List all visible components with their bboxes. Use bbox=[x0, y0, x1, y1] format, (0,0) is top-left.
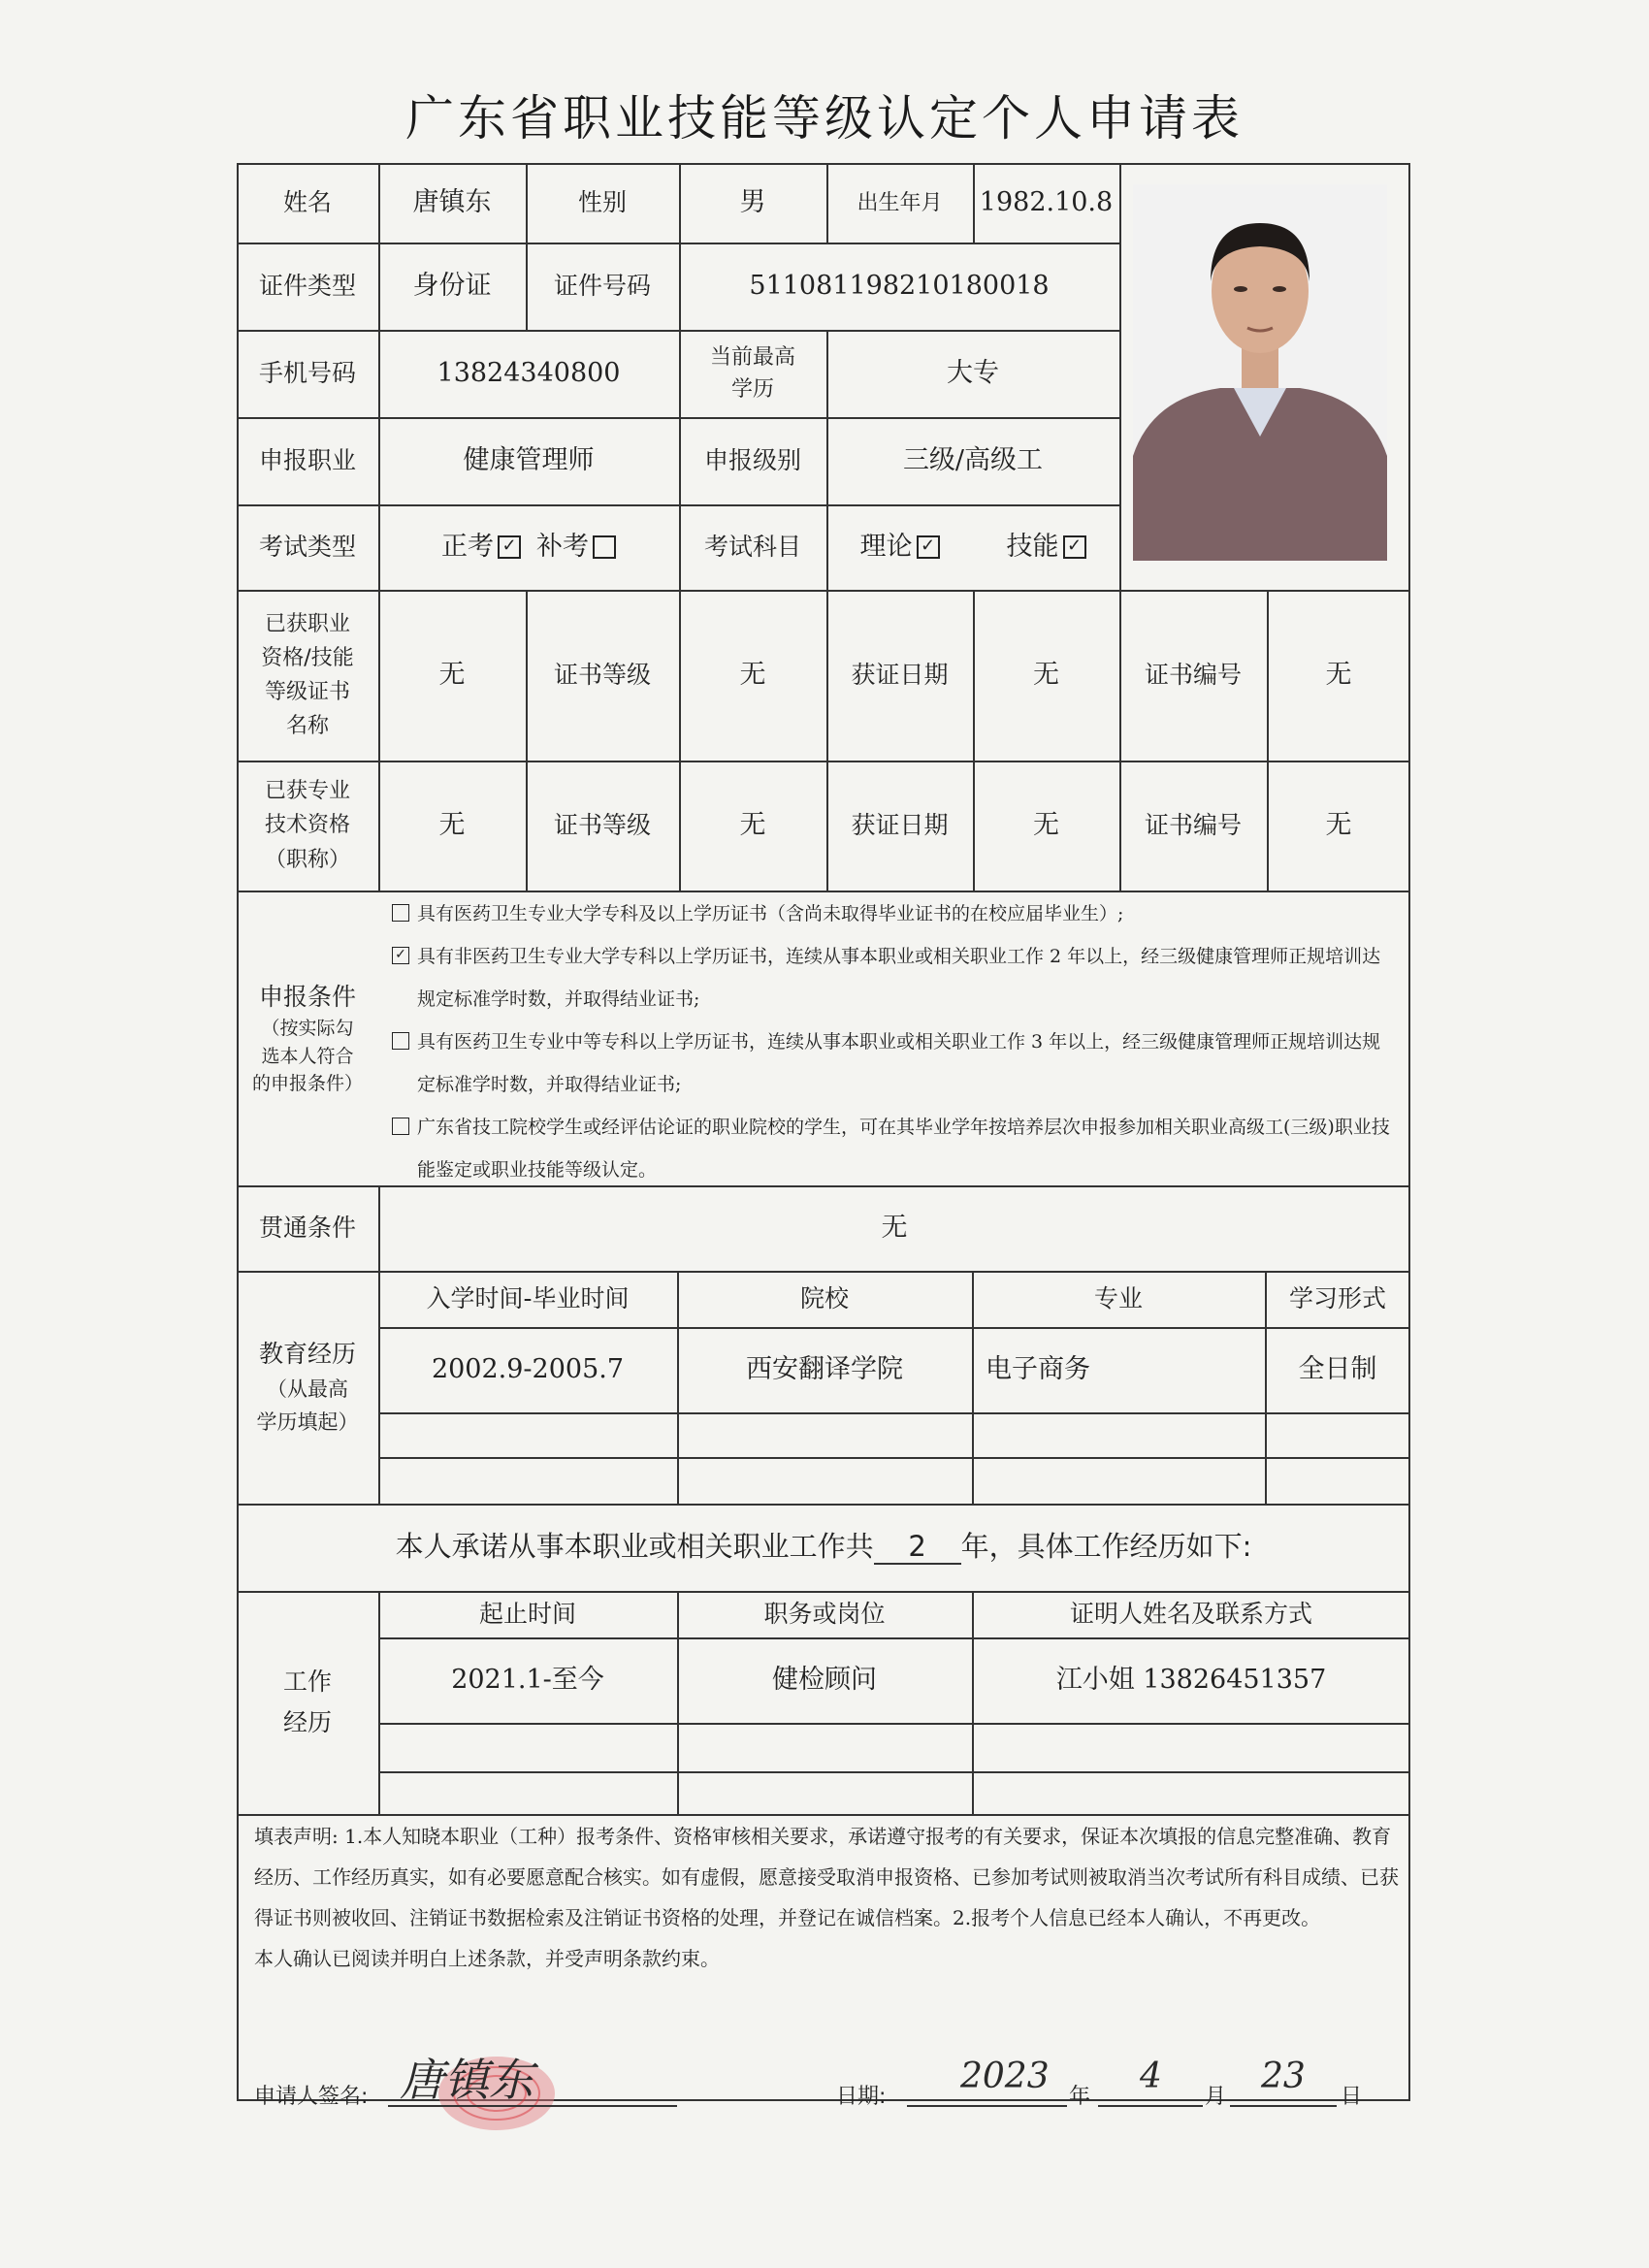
edu-header: 院校 bbox=[799, 1284, 849, 1313]
value-qual-grade: 无 bbox=[739, 659, 766, 690]
value-birth: 1982.10.8 bbox=[979, 186, 1114, 217]
condition-item bbox=[388, 1021, 1397, 1106]
month-label: 月 bbox=[1205, 2085, 1227, 2109]
subject-theory-label: 理论 bbox=[859, 531, 913, 562]
commitment-prefix: 本人承诺从事本职业或相关职业工作共 bbox=[395, 1530, 874, 1564]
label-tech-line: 技术资格 bbox=[264, 813, 350, 838]
label-occupation: 申报职业 bbox=[258, 446, 356, 475]
work-title: 工作 bbox=[282, 1667, 332, 1696]
work-cell: 2021.1-至今 bbox=[451, 1664, 604, 1695]
conditions-list bbox=[388, 892, 1397, 1191]
condition-text: 广东省技工院校学生或经评估论证的职业院校的学生，可在其毕业学年按培养层次申报参加相关职业高级工(三级)职业技能鉴定或职业技能等级认定。 bbox=[417, 1117, 1390, 1181]
condition-text: 具有医药卫生专业中等专科以上学历证书，连续从事本职业或相关职业工作 3 年以上，经三级健康管理师正规培训达规定标准学时数，并取得结业证书; bbox=[417, 1031, 1381, 1095]
label-cert-qual-line: 资格/技能 bbox=[261, 645, 354, 670]
conditions-note: 选本人符合 bbox=[261, 1045, 354, 1067]
commitment-suffix: 年，具体工作经历如下: bbox=[960, 1530, 1252, 1564]
subject-theory-checkbox[interactable]: ✓ bbox=[917, 535, 940, 559]
value-tech-date: 无 bbox=[1033, 809, 1059, 840]
signature-line bbox=[388, 2105, 677, 2107]
condition-text: 具有非医药卫生专业大学专科以上学历证书，连续从事本职业或相关职业工作 2 年以上，经三级健康管理师正规培训达规定标准学时数，并取得结业证书; bbox=[417, 946, 1381, 1010]
row-line bbox=[378, 1412, 1410, 1414]
label-tech-grade: 证书等级 bbox=[553, 811, 651, 840]
day-line bbox=[1230, 2105, 1337, 2107]
label-birth: 出生年月 bbox=[857, 190, 943, 215]
declaration-confirm: 本人确认已阅读并明白上述条款，并受声明条款约束。 bbox=[254, 1947, 720, 1970]
day-label: 日 bbox=[1341, 2085, 1363, 2109]
exam-type-options bbox=[378, 504, 679, 590]
condition-item bbox=[388, 935, 1397, 1021]
value-gender: 男 bbox=[739, 186, 766, 217]
condition-checkbox[interactable] bbox=[392, 904, 409, 922]
label-tech-line: （职称） bbox=[264, 847, 350, 872]
subject-skill-label: 技能 bbox=[1006, 531, 1059, 562]
value-id-no: 511081198210180018 bbox=[749, 270, 1050, 301]
signature-label: 申请人签名: bbox=[254, 2085, 369, 2109]
edu-cell: 西安翻译学院 bbox=[746, 1353, 903, 1384]
declaration bbox=[254, 1816, 1399, 1979]
conditions-title: 申报条件 bbox=[258, 982, 356, 1011]
subject-skill-checkbox[interactable]: ✓ bbox=[1063, 535, 1086, 559]
applicant-signature: 唐镇东 bbox=[400, 2054, 534, 2106]
label-level: 申报级别 bbox=[703, 446, 801, 475]
exam-regular-checkbox[interactable]: ✓ bbox=[498, 535, 521, 559]
label-cert-qual-line: 等级证书 bbox=[264, 680, 350, 704]
condition-checkbox[interactable] bbox=[392, 1032, 409, 1050]
edu-header: 入学时间-毕业时间 bbox=[426, 1284, 630, 1313]
exam-makeup-label: 补考 bbox=[536, 531, 589, 562]
label-exam-type: 考试类型 bbox=[258, 533, 356, 562]
label-cert-date: 获证日期 bbox=[851, 661, 949, 690]
edu-header: 专业 bbox=[1093, 1284, 1143, 1313]
declaration-text: 填表声明: 1.本人知晓本职业（工种）报考条件、资格审核相关要求，承诺遵守报考的有关要求，保证本次填报的信息完整准确、教育经历、工作经历真实，如有必要愿意配合核实。如有虚假，愿意接受取消申报资格、已参加考试则被取消当次考试所有科目成绩、已获得证书则被收回、注销证书数据检索及注销证书资格的处理，并登记在诚信档案。2.报考个人信息已经本人确认，不再更改。 bbox=[254, 1825, 1399, 1929]
value-level: 三级/高级工 bbox=[902, 444, 1044, 475]
exam-subject-options bbox=[826, 504, 1119, 590]
edu-note: 学历填起） bbox=[256, 1410, 359, 1434]
edu-note: （从最高 bbox=[267, 1377, 348, 1402]
edu-cell: 全日制 bbox=[1298, 1353, 1377, 1384]
work-cell: 江小姐 13826451357 bbox=[1055, 1664, 1327, 1695]
condition-checkbox[interactable]: ✓ bbox=[392, 947, 409, 964]
date-day: 23 bbox=[1261, 2057, 1306, 2096]
value-id-type: 身份证 bbox=[412, 270, 492, 301]
edu-header: 学习形式 bbox=[1288, 1284, 1386, 1313]
applicant-photo bbox=[1133, 184, 1387, 561]
work-cell: 健检顾问 bbox=[772, 1664, 877, 1695]
row-line bbox=[378, 1771, 1410, 1773]
label-education-history bbox=[237, 1271, 378, 1504]
label-cert-grade: 证书等级 bbox=[553, 661, 651, 690]
value-tech-no: 无 bbox=[1325, 809, 1352, 840]
value-qual-no: 无 bbox=[1325, 659, 1352, 690]
date-label: 日期: bbox=[836, 2085, 887, 2109]
commitment-years: 2 bbox=[874, 1530, 961, 1566]
label-cert-qual bbox=[237, 590, 378, 761]
value-occupation: 健康管理师 bbox=[463, 444, 595, 475]
value-education: 大专 bbox=[947, 357, 999, 388]
label-through: 贯通条件 bbox=[258, 1214, 356, 1243]
condition-text: 具有医药卫生专业大学专科及以上学历证书（含尚未取得毕业证书的在校应届毕业生）; bbox=[417, 903, 1124, 924]
label-cert-qual-line: 名称 bbox=[285, 714, 329, 739]
value-name: 唐镇东 bbox=[412, 186, 492, 217]
label-id-type: 证件类型 bbox=[258, 272, 356, 301]
edu-cell: 电子商务 bbox=[986, 1353, 1090, 1384]
row-line bbox=[378, 1723, 1410, 1725]
label-tech bbox=[237, 761, 378, 891]
label-exam-subject: 考试科目 bbox=[703, 533, 801, 562]
label-phone: 手机号码 bbox=[258, 359, 356, 388]
year-line bbox=[907, 2105, 1067, 2107]
label-education-top: 当前最高 bbox=[709, 345, 795, 370]
commitment-line bbox=[237, 1504, 1410, 1591]
value-tech-grade: 无 bbox=[739, 809, 766, 840]
edu-cell: 2002.9-2005.7 bbox=[431, 1353, 625, 1384]
label-id-no: 证件号码 bbox=[553, 272, 651, 301]
work-title: 经历 bbox=[282, 1708, 332, 1736]
value-through: 无 bbox=[881, 1212, 908, 1243]
value-qual-date: 无 bbox=[1033, 659, 1059, 690]
label-cert-no: 证书编号 bbox=[1144, 661, 1242, 690]
row-line bbox=[378, 1457, 1410, 1459]
value-qual-name: 无 bbox=[438, 659, 466, 690]
label-education-bottom: 学历 bbox=[730, 377, 774, 402]
label-tech-no: 证书编号 bbox=[1144, 811, 1242, 840]
conditions-note: 的申报条件） bbox=[251, 1073, 363, 1094]
date-year: 2023 bbox=[960, 2057, 1050, 2096]
label-gender: 性别 bbox=[577, 188, 627, 217]
condition-item bbox=[388, 1106, 1397, 1191]
edu-title: 教育经历 bbox=[258, 1340, 356, 1369]
year-label: 年 bbox=[1069, 2085, 1091, 2109]
conditions-note: （按实际勾 bbox=[261, 1018, 354, 1039]
label-tech-date: 获证日期 bbox=[851, 811, 949, 840]
exam-makeup-checkbox[interactable] bbox=[593, 535, 616, 559]
label-name: 姓名 bbox=[282, 188, 332, 217]
month-line bbox=[1098, 2105, 1203, 2107]
label-conditions bbox=[237, 891, 378, 1185]
label-tech-line: 已获专业 bbox=[264, 779, 350, 804]
form-title: 广东省职业技能等级认定个人申请表 bbox=[405, 90, 1244, 146]
value-phone: 13824340800 bbox=[436, 357, 621, 388]
work-header: 证明人姓名及联系方式 bbox=[1069, 1600, 1312, 1629]
condition-checkbox[interactable] bbox=[392, 1118, 409, 1135]
condition-item bbox=[388, 892, 1397, 935]
label-work bbox=[237, 1591, 378, 1814]
label-cert-qual-line: 已获职业 bbox=[264, 611, 350, 636]
value-tech-name: 无 bbox=[438, 809, 466, 840]
label-education bbox=[679, 330, 826, 417]
exam-regular-label: 正考 bbox=[441, 531, 494, 562]
work-header: 起止时间 bbox=[478, 1600, 576, 1629]
date-month: 4 bbox=[1140, 2057, 1162, 2096]
work-header: 职务或岗位 bbox=[763, 1600, 886, 1629]
